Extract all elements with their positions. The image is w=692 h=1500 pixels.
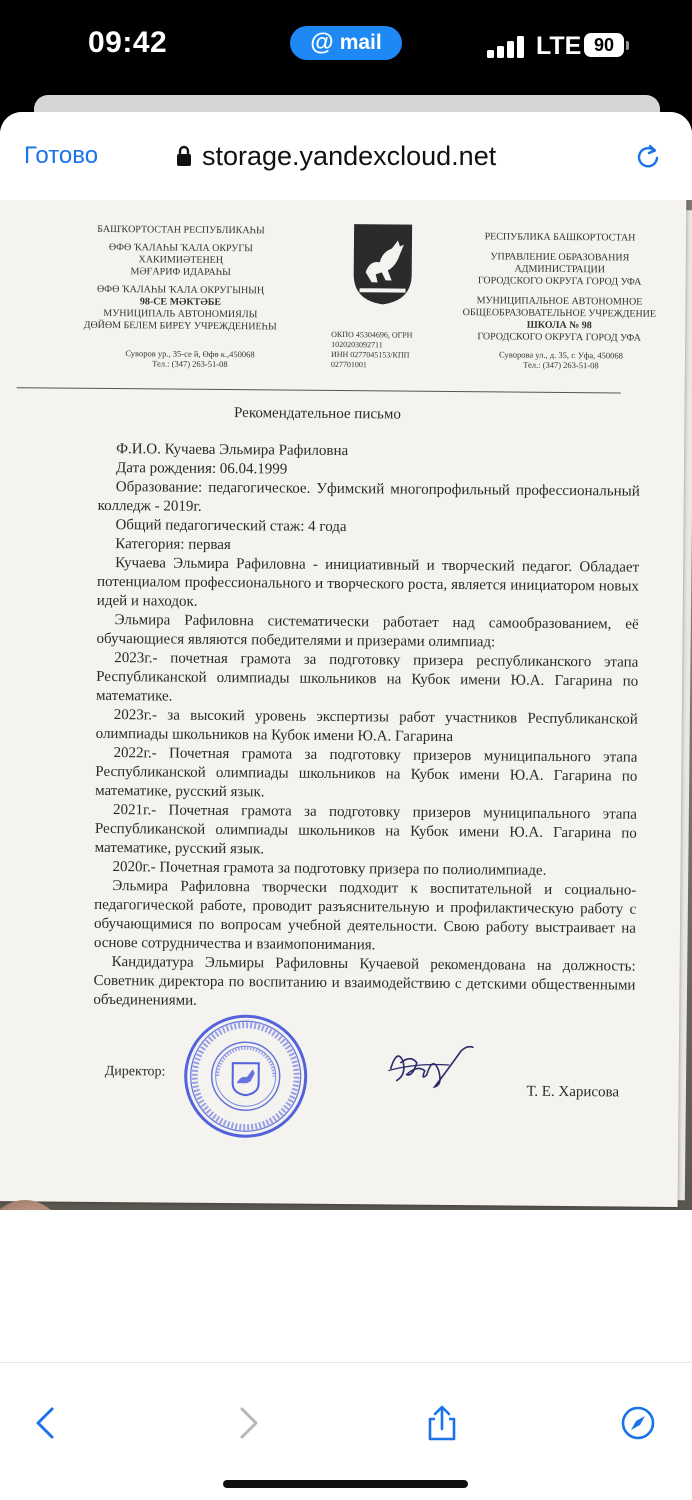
lh-right-school: ШКОЛА № 98 <box>526 319 592 332</box>
url-text: storage.yandexcloud.net <box>202 140 497 171</box>
lh-left-line: ӨФӨ ҠАЛАҺЫ ҠАЛА ОКРУГЫ <box>108 242 253 255</box>
lh-right-line: МУНИЦИПАЛЬНОЕ АВТОНОМНОЕ <box>476 295 643 308</box>
lh-right-line: УПРАВЛЕНИЕ ОБРАЗОВАНИЯ <box>490 251 630 264</box>
reload-icon[interactable] <box>635 143 663 171</box>
letterhead-right <box>459 231 660 345</box>
letter-page <box>0 200 686 1207</box>
lh-left-line: БАШҠОРТОСТАН РЕСПУБЛИКАҺЫ <box>97 223 265 237</box>
compass-icon[interactable] <box>620 1405 656 1441</box>
document-photo <box>0 200 692 1210</box>
lh-right-line: АДМИНИСТРАЦИИ <box>514 263 606 276</box>
city-emblem-icon <box>351 222 414 307</box>
at-icon: @ <box>310 29 334 56</box>
paragraph: 2022г.- Почетная грамота за подготовку призеров муниципального этапа Республиканской олимпиады школьников на Кубок имени Ю.А. Гагарина по математике, русский язык. <box>95 745 638 801</box>
paragraph: 2023г.- почетная грамота за подготовку призера республиканского этапа Республиканской олимпиады школьников на Кубок имени Ю.А. Гагарина по математике. <box>95 650 639 705</box>
paragraph: Общий педагогический стаж: 4 года <box>115 517 347 536</box>
phone-line: Тел.: (347) 263-51-08 <box>152 358 228 370</box>
lh-left-line: МУНИЦИПАЛЬ АВТОНОМИЯЛЫ <box>103 307 258 321</box>
lh-left-line: ӨФӨ ҠАЛАҺЫ ҠАЛА ОКРУГЫНЫҢ <box>96 283 265 297</box>
done-button[interactable]: Готово <box>24 142 99 169</box>
paragraph: Кучаева Эльмира Рафиловна - инициативный и творческий педагог. Обладает потенциалом профессионального и творческого роста, является инициатором новых идей и находок. <box>96 555 640 610</box>
divider <box>17 387 621 393</box>
paragraph: Ф.И.О. Кучаева Эльмира Рафиловна <box>116 441 349 460</box>
official-stamp-icon <box>182 1013 309 1140</box>
status-bar <box>0 0 692 95</box>
code-line: ИНН 0277045153/КПП <box>330 349 410 360</box>
director-name: Т. Е. Харисова <box>526 1083 620 1101</box>
share-icon[interactable] <box>424 1405 460 1441</box>
paragraph: 2021г.- Почетная грамота за подготовку призеров муниципального этапа Республиканской олимпиады школьников на Кубок имени Ю.А. Гагарина по математике, русский язык. <box>94 802 638 858</box>
active-app-label: mail <box>339 31 382 54</box>
paragraph: 2020г.- Почетная грамота за подготовку призера по полиолимпиаде. <box>112 859 547 879</box>
battery-icon <box>584 33 626 59</box>
letterhead-left <box>75 224 286 334</box>
address-line: Суворова ул., д. 35, г. Уфа, 450068 <box>499 349 623 361</box>
paragraph: Эльмира Рафиловна систематически работает над самообразованием, её обучающиеся являются победителями и призерами олимпиад: <box>96 612 639 651</box>
signal-icon <box>487 36 527 58</box>
paragraph: 2023г.- за высокий уровень экспертизы работ участников Республиканской олимпиады школьников на Кубок имени Ю.А. Гагарина <box>95 707 638 746</box>
director-label: Директор: <box>104 1063 166 1080</box>
address-right <box>481 349 641 370</box>
code-line: 1020203092711 <box>331 339 383 350</box>
paragraph: Дата рождения: 06.04.1999 <box>115 460 288 478</box>
network-type: LTE <box>536 32 582 60</box>
lh-left-line: МӘҒАРИФ ИДАРАҺЫ <box>130 266 231 279</box>
registration-codes <box>331 330 413 371</box>
lh-right-line: ГОРОДСКОГО ОКРУГА ГОРОД УФА <box>477 331 641 344</box>
paragraph: Образование: педагогическое. Уфимский многопрофильный профессиональный колледж - 2019г. <box>97 479 640 515</box>
clock: 09:42 <box>88 26 168 59</box>
browser-sheet <box>0 112 692 1500</box>
address-bar[interactable] <box>176 139 496 173</box>
lh-right-line: РЕСПУБЛИКА БАШКОРТОСТАН <box>484 231 636 244</box>
lh-left-line: ДӨЙӨМ БЕЛЕМ БИРЕҮ УЧРЕЖДЕНИЕҺЫ <box>83 319 277 333</box>
paragraph: Категория: первая <box>115 536 231 554</box>
back-icon[interactable] <box>28 1405 64 1441</box>
phone-line: Тел.: (347) 263-51-08 <box>523 359 599 371</box>
address-line: Суворов ур., 35-се й, Өфө к.,450068 <box>125 348 255 360</box>
forward-icon[interactable] <box>230 1405 266 1441</box>
lh-left-school: 98-СЕ МӘКТӘБЕ <box>139 296 222 308</box>
lh-right-line: ОБЩЕОБРАЗОВАТЕЛЬНОЕ УЧРЕЖДЕНИЕ <box>462 307 657 320</box>
paragraph: Эльмира Рафиловна творчески подходит к воспитательной и социально-педагогической работе, проводит разъяснительную и профилактическую работу с обучающимися по вопросам учебной деятельности. Свою работу выстраивает на основе сотрудничества и взаимопонимания. <box>93 878 637 954</box>
code-line: 027701001 <box>330 359 367 370</box>
lh-left-line: ХАКИМИӘТЕНЕҢ <box>138 254 224 266</box>
browser-top-bar <box>0 112 692 202</box>
code-line: ОКПО 45304696, ОГРН <box>331 329 413 340</box>
lock-icon <box>176 145 192 167</box>
battery-level: 90 <box>584 33 624 57</box>
home-indicator[interactable] <box>223 1480 468 1488</box>
active-app-pill[interactable] <box>290 26 402 60</box>
address-left <box>105 348 275 369</box>
letter-body <box>93 440 640 1015</box>
signature-icon <box>387 1040 477 1091</box>
paragraph: Кандидатура Эльмиры Рафиловны Кучаевой рекомендована на должность: Советник директора по воспитанию и взаимодействию с детскими общественными объединениями. <box>93 954 636 1009</box>
letter-title: Рекомендательное письмо <box>233 405 401 423</box>
lh-right-line: ГОРОДСКОГО ОКРУГА ГОРОД УФА <box>477 275 642 288</box>
